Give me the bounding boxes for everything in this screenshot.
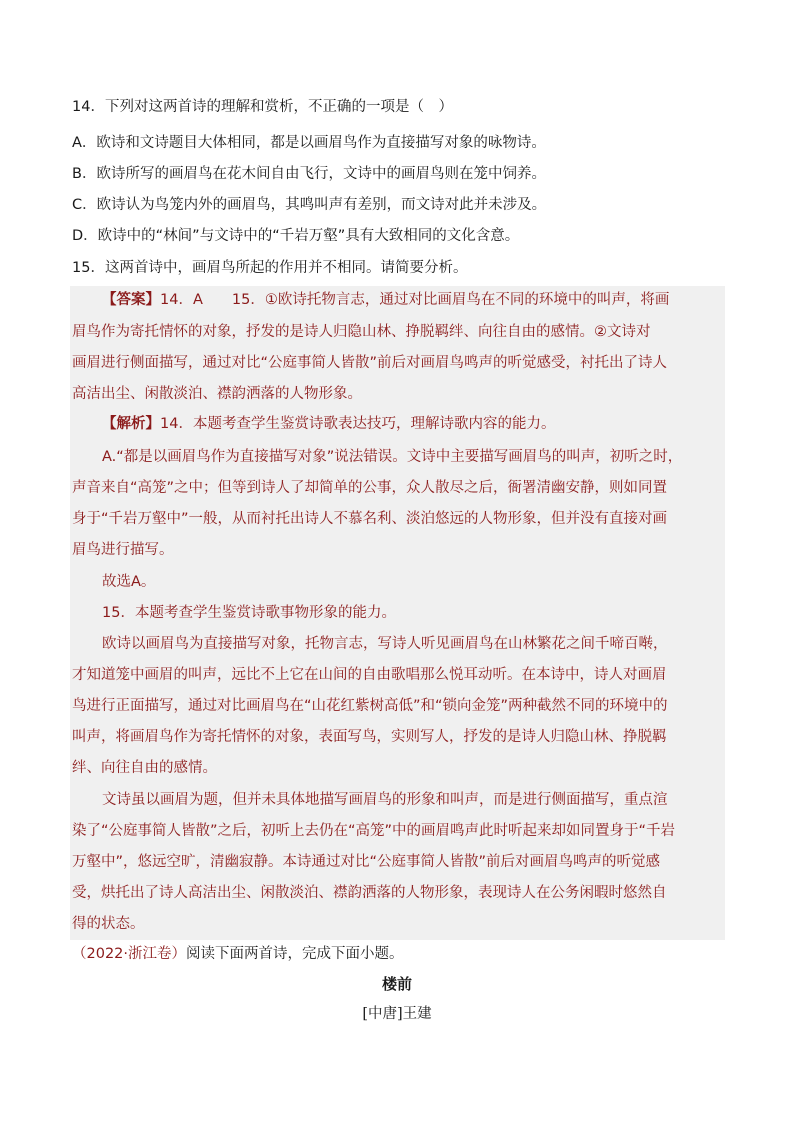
analysis-line: 故选A。 (102, 574, 156, 590)
analysis-tag: 【解析】 (102, 416, 160, 432)
poem-title: 楼前 (381, 975, 412, 993)
analysis-line: 【解析】14．本题考查学生鉴赏诗歌表达技巧，理解诗歌内容的能力。 (102, 416, 556, 432)
option-d: D．欧诗中的“林间”与文诗中的“千岩万壑”具有大致相同的文化含意。 (72, 228, 520, 244)
analysis-line: 15．本题考查学生鉴赏诗歌事物形象的能力。 (102, 605, 396, 621)
analysis-line: 得的状态。 (72, 916, 145, 932)
answer-line: 高洁出尘、闲散淡泊、襟韵洒落的人物形象。 (72, 386, 362, 402)
analysis-line: 染了“公庭事简人皆散”之后，初听上去仍在“高笼”中的画眉鸣声此时听起来却如同置身于“千岩 (72, 823, 676, 839)
analysis-line: 受，烘托出了诗人高洁出尘、闲散淡泊、襟韵洒落的人物形象，表现诗人在公务闲暇时悠然自 (72, 885, 667, 901)
analysis-line: 绊、向往自由的感情。 (72, 760, 217, 776)
poem-author: [中唐]王建 (362, 1006, 432, 1022)
option-c: C．欧诗认为鸟笼内外的画眉鸟，其鸣叫声有差别，而文诗对此并未涉及。 (72, 197, 547, 213)
answer-tag: 【答案】 (102, 292, 160, 308)
answer-line: 眉鸟作为寄托情怀的对象，抒发的是诗人归隐山林、挣脱羁绊、向往自由的感情。②文诗对 (72, 324, 651, 340)
answer-line: 画眉进行侧面描写，通过对比“公庭事简人皆散”前后对画眉鸟鸣声的听觉感受，衬托出了诗人 (72, 355, 668, 371)
option-a: A．欧诗和文诗题目大体相同，都是以画眉鸟作为直接描写对象的咏物诗。 (72, 135, 546, 151)
analysis-line: 万壑中”，悠远空旷，清幽寂静。本诗通过对比“公庭事简人皆散”前后对画眉鸟鸣声的听觉感 (72, 854, 661, 870)
analysis-line: 鸟进行正面描写，通过对比画眉鸟在“山花红紫树高低”和“锁向金笼”两种截然不同的环境中的 (72, 698, 668, 714)
analysis-line: 叫声，将画眉鸟作为寄托情怀的对象，表面写鸟，实则写人，抒发的是诗人归隐山林、挣脱羁 (72, 729, 667, 745)
analysis-line: 身于“千岩万壑中”一般，从而衬托出诗人不慕名利、淡泊悠远的人物形象，但并没有直接对画 (72, 511, 668, 527)
question-15: 15．这两首诗中，画眉鸟所起的作用并不相同。请简要分析。 (72, 260, 468, 276)
analysis-line: 文诗虽以画眉为题，但并未具体地描写画眉鸟的形象和叫声，而是进行侧面描写，重点渲 (102, 792, 668, 808)
source-label: （2022·浙江卷） (72, 946, 187, 962)
question-14: 14．下列对这两首诗的理解和赏析，不正确的一项是（ ） (72, 99, 453, 115)
analysis-line: 才知道笼中画眉的叫声，远比不上它在山间的自由歌唱那么悦耳动听。在本诗中，诗人对画眉 (72, 667, 667, 683)
reading-instruction: （2022·浙江卷）阅读下面两首诗，完成下面小题。 (72, 946, 404, 962)
analysis-line: A.“都是以画眉鸟作为直接描写对象”说法错误。文诗中主要描写画眉鸟的叫声，初听之时， (102, 449, 683, 465)
answer-line: 【答案】14．A 15．①欧诗托物言志，通过对比画眉鸟在不同的环境中的叫声，将画 (102, 292, 670, 308)
analysis-line: 欧诗以画眉鸟为直接描写对象，托物言志，写诗人听见画眉鸟在山林繁花之间千啼百啭， (102, 636, 668, 652)
analysis-line: 声音来自“高笼”之中；但等到诗人了却简单的公事，众人散尽之后，衙署清幽安静，则如同置 (72, 480, 668, 496)
option-b: B．欧诗所写的画眉鸟在花木间自由飞行，文诗中的画眉鸟则在笼中饲养。 (72, 166, 546, 182)
analysis-line: 眉鸟进行描写。 (72, 542, 174, 558)
